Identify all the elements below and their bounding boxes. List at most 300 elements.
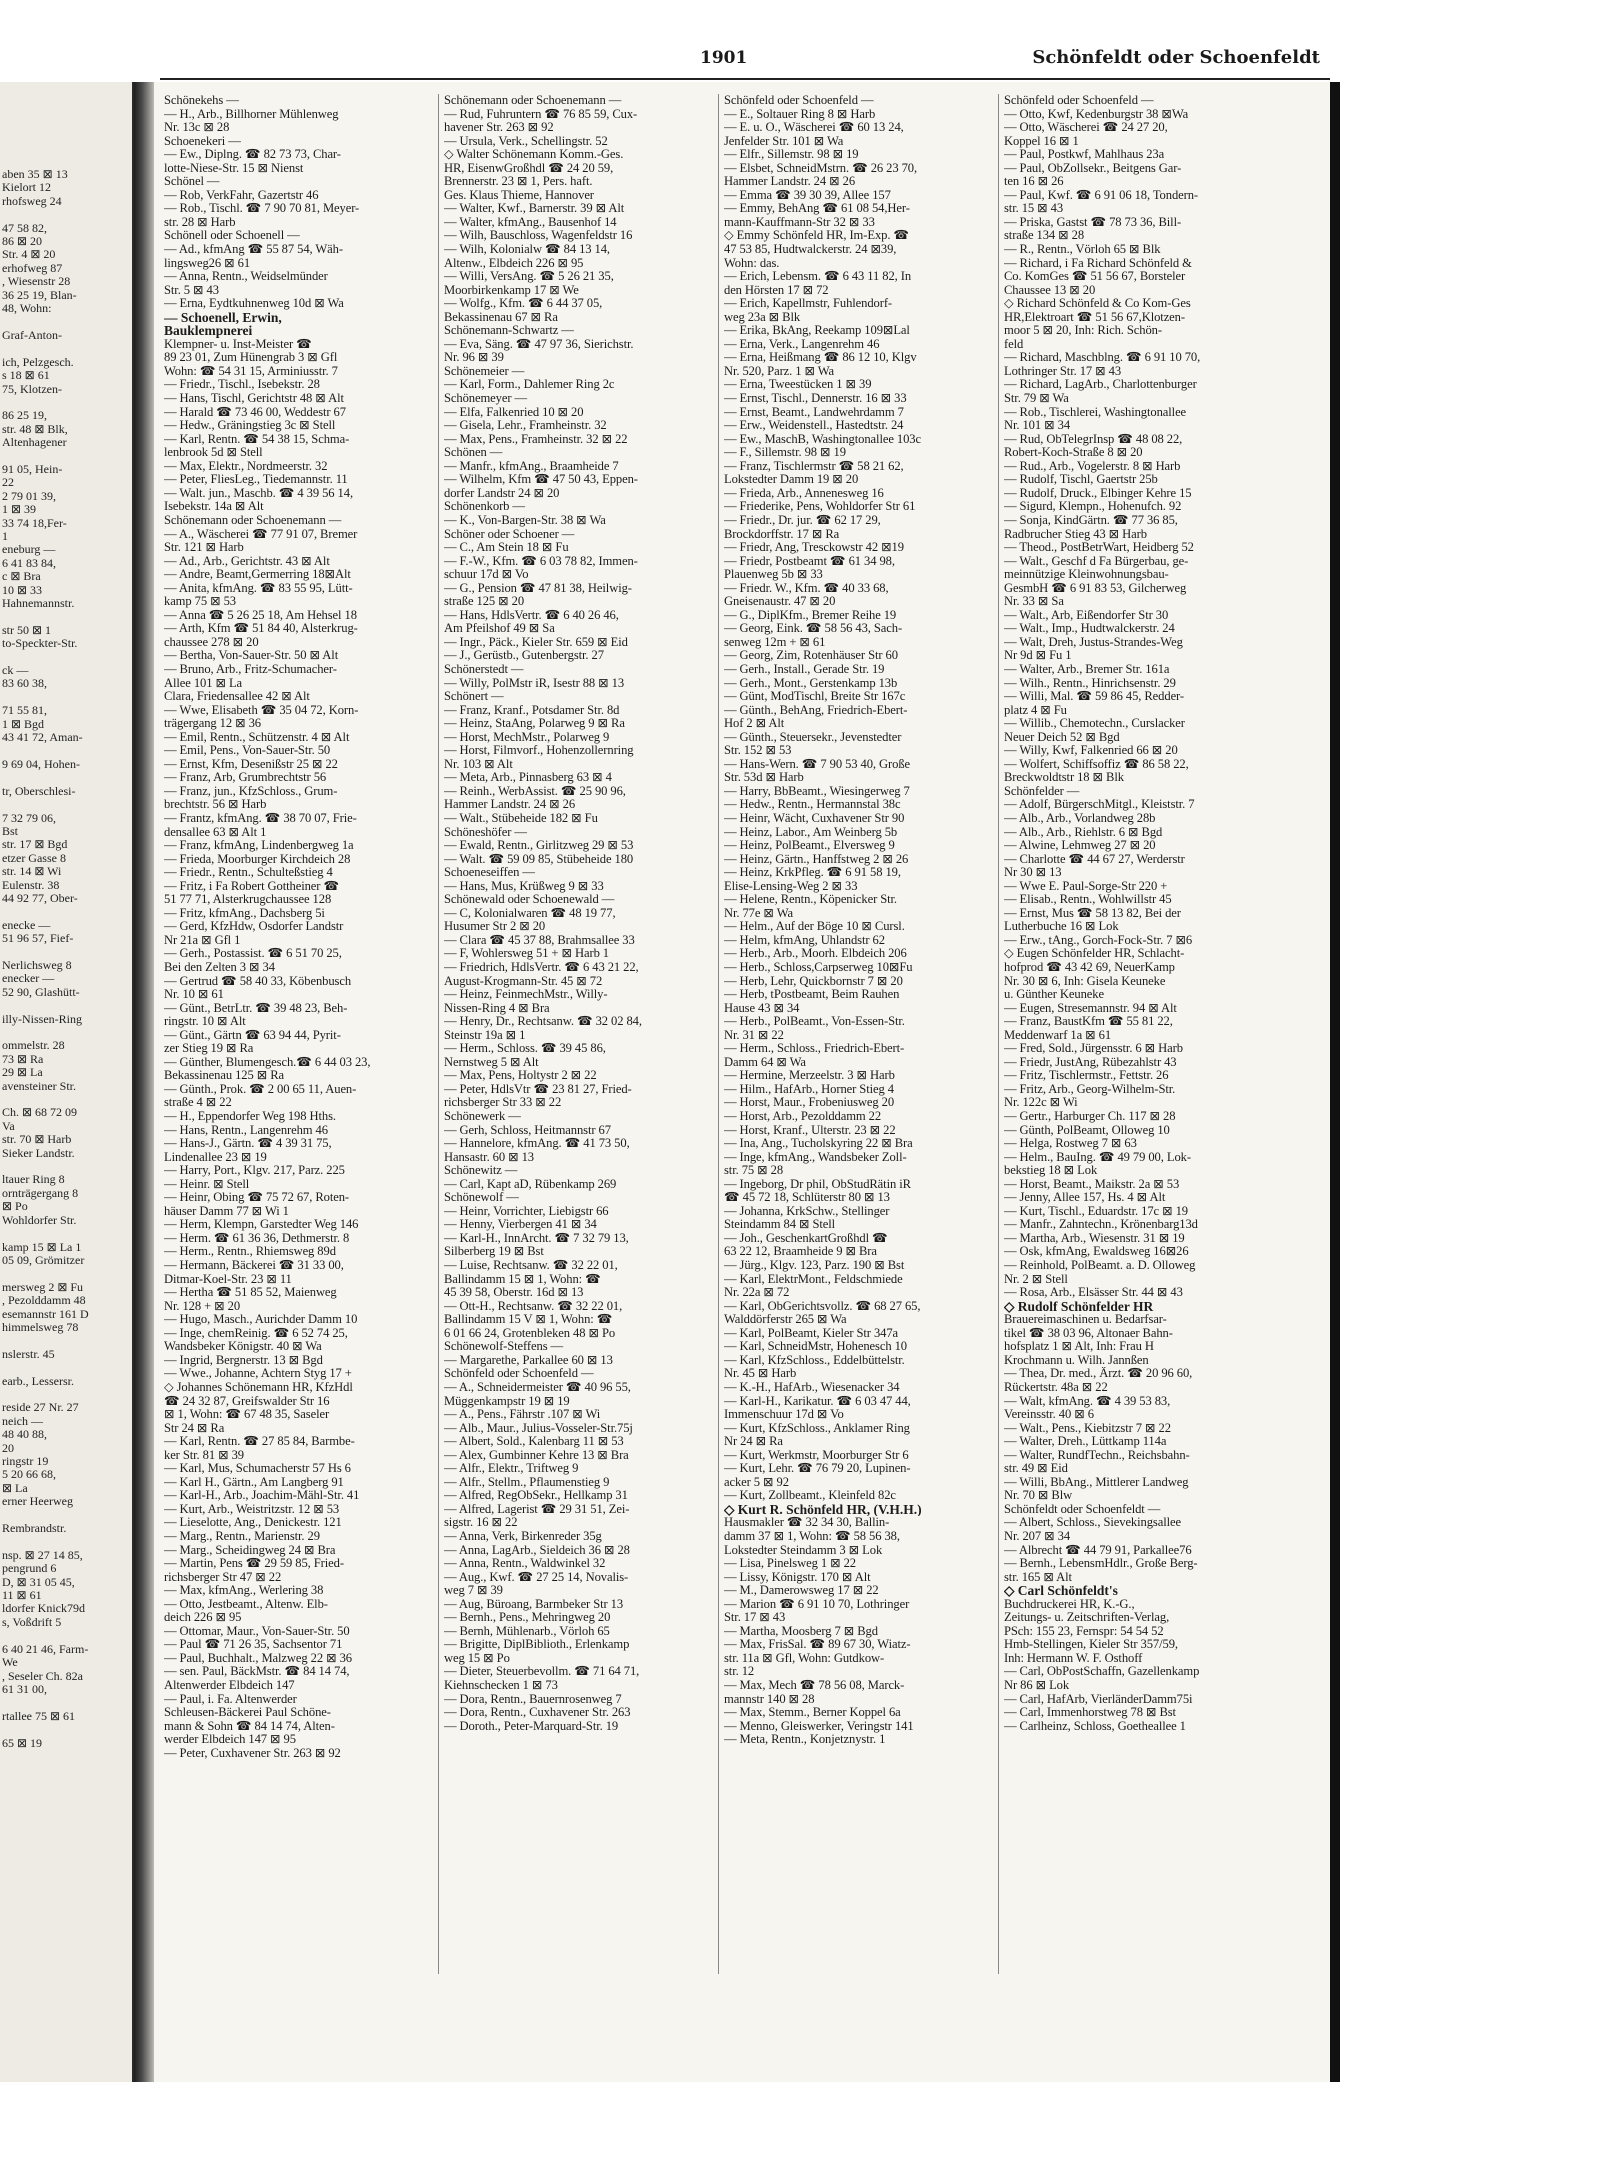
edge-fragment [0, 999, 89, 1012]
directory-entry-line: — E., Soltauer Ring 8 ⊠ Harb [724, 107, 876, 121]
directory-entry-line: — Wwe, Elisabeth ☎ 35 04 72, Korn- [164, 703, 359, 717]
directory-entry-line: — Wilh, Kolonialw ☎ 84 13 14, [444, 243, 610, 257]
directory-entry-line: — Anna, Verk, Birkenreder 35g [444, 1529, 602, 1543]
directory-entry-heading: Bauklempnerei [164, 324, 253, 338]
edge-fragment: reside 27 Nr. 27 [2, 1400, 79, 1415]
directory-entry-line: Robert-Koch-Straße 8 ⊠ 20 [1004, 446, 1143, 460]
directory-entry-line: — Walt. jun., Maschb. ☎ 4 39 56 14, [164, 486, 353, 500]
directory-entry-line: — Herm., Rentn., Rhiemsweg 89d [164, 1245, 336, 1259]
directory-entry-line: — Ingeborg, Dr phil, ObStudRätin iR [724, 1177, 911, 1191]
directory-entry-line: — Max, Pens., Framheinstr. 32 ⊠ 22 [444, 432, 628, 446]
directory-entry-heading: ◇ Rudolf Schönfelder HR [1004, 1299, 1154, 1314]
edge-fragment: We [2, 1655, 18, 1670]
directory-entry-line: — F., Sillemstr. 98 ⊠ 19 [724, 446, 846, 460]
directory-entry-line: — Hannelore, kfmAng. ☎ 41 73 50, [444, 1137, 630, 1151]
directory-entry-line: — Willy, Kwf, Falkenried 66 ⊠ 20 [1004, 744, 1178, 758]
directory-entry-line: — A., Schneidermeister ☎ 40 96 55, [444, 1380, 631, 1394]
directory-entry-line: — Sonja, KindGärtn. ☎ 77 36 85, [1004, 513, 1178, 527]
directory-entry-line: — Herm., Schloss. ☎ 39 45 86, [444, 1042, 606, 1056]
directory-entry-line: Nissen-Ring 4 ⊠ Bra [444, 1001, 550, 1015]
directory-entry-line: — Lieselotte, Ang., Denickestr. 121 [164, 1516, 342, 1530]
directory-entry-line: — Carl, Immenhorstweg 78 ⊠ Bst [1004, 1706, 1176, 1720]
directory-entry-line: — Walt, Dreh, Justus-Strandes-Weg [1004, 635, 1183, 649]
directory-entry-line: Wandsbeker Königstr. 40 ⊠ Wa [164, 1340, 322, 1354]
directory-entry-line: — Ew., Diplng. ☎ 82 73 73, Char- [164, 148, 341, 162]
directory-entry-line: — Walt., Imp., Hudtwalckerstr. 24 [1004, 622, 1175, 636]
edge-fragment: 43 41 72, Aman- [2, 730, 83, 745]
directory-entry-line: — J., Gerüstb., Gutenbergstr. 27 [444, 649, 604, 663]
edge-fragment: , Wiesenstr 28 [2, 274, 71, 289]
directory-entry-line: — Friedr., Rentn., Schulteßstieg 4 [164, 866, 333, 880]
edge-fragment: 47 58 82, [2, 220, 47, 235]
directory-entry-line: brechtstr. 56 ⊠ Harb [164, 798, 267, 812]
directory-entry-line: Schönewerk — [444, 1110, 521, 1124]
directory-entry-line: platz 4 ⊠ Fu [1004, 703, 1067, 717]
edge-fragment [0, 342, 89, 355]
directory-entry-line: str. 28 ⊠ Harb [164, 215, 236, 229]
directory-entry-line: — Gisela, Lehr., Framheinstr. 32 [444, 419, 607, 433]
directory-entry-line: — H., Eppendorfer Weg 198 Hths. [164, 1110, 336, 1124]
directory-entry-line: 63 22 12, Braamheide 9 ⊠ Bra [724, 1245, 877, 1259]
directory-entry-line: Rückertstr. 48a ⊠ 22 [1004, 1380, 1108, 1394]
directory-entry-line: — Kurt, Zollbeamt., Kleinfeld 82c [724, 1489, 896, 1503]
directory-entry-line: — Elsbet, SchneidMstrn. ☎ 26 23 70, [724, 161, 918, 175]
page-header [160, 44, 1330, 74]
directory-entry-line: mannstr 140 ⊠ 28 [724, 1692, 815, 1706]
directory-column-4 [1004, 94, 1270, 1974]
edge-fragment: Kielort 12 [2, 180, 51, 195]
directory-entry-line: Buchdruckerei HR, K.-G., [1004, 1597, 1135, 1611]
edge-fragment: Str. 4 ⊠ 20 [2, 247, 56, 262]
directory-entry-line: mann & Sohn ☎ 84 14 74, Alten- [164, 1719, 335, 1733]
directory-entry-line: — Friedr, JustAng, Rübezahlstr 43 [1004, 1055, 1177, 1069]
directory-entry-line: Str. 152 ⊠ 53 [724, 744, 792, 758]
directory-entry-line: — Carl, ObPostSchaffn, Gazellenkamp [1004, 1665, 1200, 1679]
directory-entry-line: häuser Damm 77 ⊠ Wi 1 [164, 1204, 289, 1218]
directory-entry-line: — Kurt, Lehr. ☎ 76 79 20, Lupinen- [724, 1462, 911, 1476]
directory-entry-line: — Rud., Arb., Vogelerstr. 8 ⊠ Harb [1004, 459, 1181, 473]
edge-fragment: enecke — [2, 917, 51, 932]
edge-fragment: 1 ⊠ Bgd [2, 716, 45, 731]
directory-entry-line: — Martha, Arb., Wiesenstr. 31 ⊠ 19 [1004, 1231, 1185, 1245]
directory-entry-line: — Karl, Form., Dahlemer Ring 2c [444, 378, 615, 392]
directory-entry-line: Bei den Zelten 3 ⊠ 34 [164, 961, 275, 974]
edge-fragment: Hahnemannstr. [2, 596, 75, 610]
edge-fragment: , Seseler Ch. 82a [2, 1668, 83, 1683]
directory-entry-line: — Inge, kfmAng., Wandsbeker Zoll- [724, 1150, 907, 1164]
directory-entry-line: — Herm, Klempn, Garstedter Weg 146 [164, 1218, 359, 1232]
directory-entry-line: Steinstr 19a ⊠ 1 [444, 1028, 526, 1042]
directory-entry-line: — Elisab., Rentn., Wohlwillstr 45 [1004, 893, 1172, 907]
directory-entry-line: GesmbH ☎ 6 91 83 53, Gilcherweg [1004, 581, 1187, 595]
edge-fragment: 29 ⊠ La [2, 1065, 43, 1080]
directory-entry-line: — Elfa, Falkenried 10 ⊠ 20 [444, 405, 584, 419]
directory-entry-line: — Friedr., Dr. jur. ☎ 62 17 29, [724, 513, 881, 527]
edge-fragment: esemannstr 161 D [2, 1306, 89, 1321]
directory-entry-line: — Ernst, Mus ☎ 58 13 82, Bei der [1004, 906, 1181, 920]
directory-entry-line: Schönfeldt oder Schoenfeldt — [1004, 1502, 1161, 1516]
directory-entry-line: Schönemeier — [444, 364, 525, 378]
directory-entry-line: Nr. 10 ⊠ 61 [164, 988, 224, 1002]
edge-fragment: 61 31 00, [2, 1681, 47, 1696]
directory-entry-line: — Eva, Säng. ☎ 47 97 36, Sierichstr. [444, 337, 634, 351]
directory-entry-line: — Inge, chemReinig. ☎ 6 52 74 25, [164, 1326, 348, 1340]
directory-entry-line: — Franz, BaustKfm ☎ 55 81 22, [1004, 1015, 1173, 1029]
directory-entry-line: Str. 121 ⊠ Harb [164, 541, 244, 555]
directory-entry-line: Schönemeyer — [444, 392, 527, 406]
directory-entry-line: — Emmy, BehAng ☎ 61 08 54,Her- [724, 202, 910, 216]
directory-entry-line: — Gertrud ☎ 58 40 33, Köbenbusch [164, 974, 352, 988]
directory-entry-line: — Rudolf, Druck., Elbinger Kehre 15 [1004, 486, 1192, 500]
directory-entry-line: Jenfelder Str. 101 ⊠ Wa [724, 134, 844, 148]
edge-fragment: ringstr 19 [2, 1454, 49, 1468]
edge-fragment [0, 1026, 89, 1039]
directory-entry-line: Schönerstedt — [444, 662, 524, 676]
directory-entry-line: Hause 43 ⊠ 34 [724, 1001, 800, 1015]
directory-entry-line: — Wwe., Johanne, Achtern Styg 17 + [164, 1367, 352, 1381]
directory-entry-line: Steindamm 84 ⊠ Stell [724, 1218, 836, 1232]
directory-entry-line: — Georg, Eink. ☎ 58 56 43, Sach- [724, 622, 903, 636]
directory-entry-line: ◇ Johannes Schönemann HR, KfzHdl [164, 1380, 353, 1394]
directory-entry-line: — Harry, Port., Klgv. 217, Parz. 225 [164, 1164, 345, 1178]
directory-entry-line: straße 134 ⊠ 28 [1004, 229, 1085, 243]
edge-fragment: etzer Gasse 8 [2, 850, 66, 865]
directory-entry-line: — Ernst, Beamt., Landwehrdamm 7 [724, 405, 904, 419]
directory-entry-line: Allee 101 ⊠ La [164, 676, 243, 690]
directory-entry-line: — Ernst, Kfm, Desenißstr 25 ⊠ 22 [164, 757, 338, 771]
directory-entry-line: — Walter, Dreh., Lüttkamp 114a [1004, 1435, 1167, 1449]
directory-entry-line: — Peter, FliesLeg., Tiedemannstr. 11 [164, 473, 348, 487]
directory-entry-line: Str. 5 ⊠ 43 [164, 283, 219, 297]
directory-entry-line: HR,Elektroart ☎ 51 56 67,Klotzen- [1004, 310, 1185, 324]
directory-entry-line: — Günth., Steuersekr., Jevenstedter [724, 730, 902, 744]
directory-entry-line: Radbrucher Stieg 43 ⊠ Harb [1004, 527, 1147, 541]
directory-entry-line: — Hilm., HafArb., Horner Stieg 4 [724, 1082, 894, 1096]
directory-entry-line: — Wilhelm, Kfm ☎ 47 50 43, Eppen- [444, 473, 638, 487]
directory-entry-line: Nr. 2 ⊠ Stell [1004, 1272, 1068, 1286]
directory-entry-line: Nr. 13c ⊠ 28 [164, 121, 230, 135]
directory-entry-line: — Fritz, i Fa Robert Gottheiner ☎ [164, 879, 340, 893]
directory-entry-line: Immenschuur 17d ⊠ Vo [724, 1408, 844, 1422]
directory-entry-line: — Dieter, Steuerbevollm. ☎ 71 64 71, [444, 1665, 640, 1679]
directory-entry-line: — C, Kolonialwaren ☎ 48 19 77, [444, 906, 616, 920]
directory-entry-line: — Bruno, Arb., Fritz-Schumacher- [164, 662, 337, 676]
directory-entry-line: — Karl, ObGerichtsvollz. ☎ 68 27 65, [724, 1299, 921, 1313]
directory-entry-line: — Carl, HafArb, VierländerDamm75i [1004, 1692, 1193, 1706]
directory-entry-line: Chaussee 13 ⊠ 20 [1004, 283, 1096, 297]
directory-entry-line: — Walter, RundfTechn., Reichsbahn- [1004, 1448, 1190, 1462]
previous-page-fragments [0, 168, 89, 1750]
directory-entry-line: Schönell oder Schoenell — [164, 229, 300, 243]
directory-entry-line: Brauereimaschinen u. Bedarfsar- [1004, 1313, 1167, 1327]
directory-entry-line: Ditmar-Koel-Str. 23 ⊠ 11 [164, 1272, 292, 1286]
directory-entry-line: str. 49 ⊠ Eid [1004, 1462, 1068, 1476]
edge-fragment: pengrund 6 [2, 1561, 57, 1576]
directory-entry-line: — Helene, Rentn., Köpenicker Str. [724, 893, 897, 907]
directory-entry-line: — Heinz, Labor., Am Weinberg 5b [724, 825, 898, 839]
directory-entry-line: Str. 17 ⊠ 43 [724, 1611, 786, 1625]
directory-entry-line: — Henry, Dr., Rechtsanw. ☎ 32 02 84, [444, 1015, 642, 1029]
directory-entry-line: — Karl H., Gärtn., Am Langberg 91 [164, 1475, 344, 1489]
directory-entry-line: — Hans, HdlsVertr. ☎ 6 40 26 46, [444, 608, 619, 622]
directory-entry-line: — Kurt, Werkmstr, Moorburger Str 6 [724, 1448, 909, 1462]
directory-entry-line: lotte-Niese-Str. 15 ⊠ Nienst [164, 161, 304, 175]
directory-entry-line: Nr. 31 ⊠ 22 [724, 1028, 784, 1042]
edge-fragment: kamp 15 ⊠ La 1 [2, 1239, 82, 1254]
directory-entry-line: — F, Wohlersweg 51 + ⊠ Harb 1 [444, 947, 610, 961]
edge-fragment: Altenhagener [2, 435, 67, 450]
edge-fragment: ich, Pelzgesch. [2, 354, 74, 369]
directory-entry-line: Am Pfeilshof 49 ⊠ Sa [444, 622, 555, 636]
directory-entry-line: — Horst, Kranf., Ulterstr. 23 ⊠ 22 [724, 1123, 896, 1137]
directory-entry-line: Schönemann oder Schoenemann — [444, 94, 622, 107]
edge-fragment: 51 96 57, Fief- [2, 931, 74, 946]
directory-entry-line: Koppel 16 ⊠ 1 [1004, 134, 1079, 148]
directory-entry-line: — Margarethe, Parkallee 60 ⊠ 13 [444, 1353, 613, 1367]
directory-entry-line: — Walt., Pens., Kiebitzstr 7 ⊠ 22 [1004, 1421, 1171, 1435]
edge-fragment: ⊠ Po [2, 1199, 28, 1214]
edge-fragment: 83 60 38, [2, 676, 47, 691]
directory-entry-line: — Helga, Rostweg 7 ⊠ 63 [1004, 1137, 1137, 1151]
directory-entry-line: Hmb-Stellingen, Kieler Str 357/59, [1004, 1638, 1178, 1652]
directory-entry-line: — Walter, Kwf., Barnerstr. 39 ⊠ Alt [444, 202, 625, 216]
scan-border [1330, 82, 1340, 2082]
directory-entry-line: Silberberg 19 ⊠ Bst [444, 1245, 544, 1259]
directory-entry-line: — Hans, Mus, Krüßweg 9 ⊠ 33 [444, 879, 604, 893]
directory-entry-line: Damm 64 ⊠ Wa [724, 1055, 806, 1069]
directory-entry-line: Schönewolf — [444, 1191, 519, 1205]
edge-fragment [0, 771, 89, 784]
edge-fragment: 10 ⊠ 33 [2, 582, 43, 597]
edge-fragment: str. 17 ⊠ Bgd [2, 837, 68, 852]
directory-entry-line: — Friedr, Postbeamt ☎ 61 34 98, [724, 554, 895, 568]
directory-entry-line: — Priska, Gastst ☎ 78 73 36, Bill- [1004, 215, 1182, 229]
edge-fragment: aben 35 ⊠ 13 [2, 167, 68, 181]
directory-entry-line: — Max, Mech ☎ 78 56 08, Marck- [724, 1678, 905, 1692]
directory-entry-line: 51 77 71, Alsterkrugchaussee 128 [164, 893, 332, 907]
directory-entry-line: — Fritz, kfmAng., Dachsberg 5i [164, 906, 325, 920]
directory-entry-line: acker 5 ⊠ 92 [724, 1475, 789, 1489]
directory-entry-line: — Hedw., Gräningstieg 3c ⊠ Stell [164, 419, 336, 433]
edge-fragment: c ⊠ Bra [2, 569, 41, 584]
directory-entry-line: — Paul, i. Fa. Altenwerder [164, 1692, 297, 1706]
directory-entry-line: — Albrecht ☎ 44 79 91, Parkallee76 [1004, 1543, 1192, 1557]
directory-entry-line: — Johanna, KrkSchw., Stellinger [724, 1204, 890, 1218]
edge-fragment: ck — [2, 663, 29, 678]
directory-entry-line: lingsweg26 ⊠ 61 [164, 256, 251, 270]
directory-entry-line: — Friedr. W., Kfm. ☎ 40 33 68, [724, 581, 889, 595]
directory-entry-line: — Wilh, Bauschloss, Wagenfeldstr 16 [444, 229, 633, 243]
edge-fragment [0, 905, 89, 918]
directory-entry-line: Lokstedter Damm 19 ⊠ 20 [724, 473, 859, 487]
edge-fragment: to-Speckter-Str. [2, 636, 78, 651]
directory-entry-line: Clara, Friedensallee 42 ⊠ Alt [164, 690, 310, 704]
directory-entry-line: — Erw., Weidenstell., Hastedtstr. 24 [724, 419, 904, 433]
edge-fragment: 86 25 19, [2, 408, 47, 423]
directory-entry-line: str. 12 [724, 1665, 755, 1679]
directory-entry-line: Nr. 520, Parz. 1 ⊠ Wa [724, 364, 835, 378]
directory-entry-line: — Bernh., LebensmHdlr., Große Berg- [1004, 1557, 1198, 1571]
directory-entry-line: — Herb., Arb., Moorh. Elbdeich 206 [724, 947, 907, 961]
edge-fragment: 48, Wohn: [2, 301, 52, 316]
directory-entry-line: Nr. 128 + ⊠ 20 [164, 1299, 241, 1313]
directory-entry-line: — Herb., PolBeamt., Von-Essen-Str. [724, 1015, 905, 1029]
directory-entry-line: — Hans-Wern. ☎ 7 90 53 40, Große [724, 757, 911, 771]
directory-entry-line: — Jenny, Allee 157, Hs. 4 ⊠ Alt [1004, 1191, 1166, 1205]
directory-entry-line: — Menno, Gleiswerker, Veringstr 141 [724, 1719, 914, 1733]
directory-entry-line: — Lisa, Pinelsweg 1 ⊠ 22 [724, 1557, 856, 1571]
directory-entry-line: Nr. 70 ⊠ Blw [1004, 1489, 1073, 1503]
directory-entry-line: Nr. 22a ⊠ 72 [724, 1286, 790, 1300]
directory-entry-line: schuur 17d ⊠ Vo [444, 568, 529, 582]
edge-fragment [0, 651, 89, 664]
directory-entry-line: — Carl, Kapt aD, Rübenkamp 269 [444, 1177, 617, 1191]
directory-entry-line: — Wilh., Rentn., Hinrichsenstr. 29 [1004, 676, 1176, 690]
directory-entry-line: Nr. 207 ⊠ 34 [1004, 1529, 1071, 1543]
directory-entry-line: Lothringer Str. 17 ⊠ 43 [1004, 364, 1122, 378]
edge-fragment [0, 315, 89, 328]
edge-fragment: 1 [2, 528, 8, 543]
directory-entry-line: — Aug., Kwf. ☎ 27 25 14, Novalis- [444, 1570, 629, 1584]
directory-entry-line: — Walt, kfmAng. ☎ 4 39 53 83, [1004, 1394, 1171, 1408]
directory-entry-line: — Wwe E. Paul-Sorge-Str 220 + [1004, 879, 1168, 893]
directory-entry-line: — Eugen, Stresemannstr. 94 ⊠ Alt [1004, 1001, 1177, 1015]
directory-entry-line: — Walt. ☎ 59 09 85, Stübeheide 180 [444, 852, 634, 866]
directory-entry-line: — Helm., BauIng. ☎ 49 79 00, Lok- [1004, 1150, 1191, 1164]
directory-entry-line: — Rob., Tischlerei, Washingtonallee [1004, 405, 1187, 419]
directory-entry-line: — K.-H., HafArb., Wiesenacker 34 [724, 1380, 900, 1394]
directory-entry-line: — Paul, ObZollsekr., Beitgens Gar- [1004, 161, 1182, 175]
edge-fragment: str. 14 ⊠ Wi [2, 864, 62, 879]
directory-entry-line: Schönewitz — [444, 1164, 518, 1178]
directory-entry-line: Kiehnschecken 1 ⊠ 73 [444, 1678, 558, 1692]
directory-entry-line: — Harald ☎ 73 46 00, Weddestr 67 [164, 405, 346, 419]
directory-entry-line: — Manfr., kfmAng., Braamheide 7 [444, 459, 619, 473]
directory-entry-line: — Reinh., WerbAssist. ☎ 25 90 96, [444, 784, 626, 798]
edge-fragment: Nerlichsweg 8 [2, 957, 72, 972]
edge-fragment: Graf-Anton- [2, 327, 62, 342]
edge-fragment: D, ⊠ 31 05 45, [2, 1574, 75, 1589]
directory-entry-line: — Max, Pens, Holtystr 2 ⊠ 22 [444, 1069, 597, 1083]
directory-entry-line: Nr. 122c ⊠ Wi [1004, 1096, 1078, 1110]
directory-entry-line: — Albert, Schloss., Sievekingsallee [1004, 1516, 1181, 1530]
directory-entry-line: — Paul ☎ 71 26 35, Sachsentor 71 [164, 1638, 343, 1652]
directory-entry-line: — Brigitte, DiplBiblioth., Erlenkamp [444, 1638, 630, 1652]
directory-entry-line: — Clara ☎ 45 37 88, Brahmsallee 33 [444, 933, 635, 947]
directory-entry-line: — Frieda, Arb., Annenesweg 16 [724, 486, 884, 500]
directory-entry-line: den Hörsten 17 ⊠ 72 [724, 283, 829, 297]
directory-entry-line: Hammer Landstr. 24 ⊠ 26 [724, 175, 856, 189]
directory-entry-line: — Ottomar, Maur., Von-Sauer-Str. 50 [164, 1624, 350, 1638]
edge-fragment [0, 798, 89, 811]
directory-entry-line: — Anna, Rentn., Waldwinkel 32 [444, 1557, 606, 1571]
directory-entry-line: — Ewald, Rentn., Girlitzweg 29 ⊠ 53 [444, 839, 634, 853]
directory-entry-line: — Anna ☎ 5 26 25 18, Am Hehsel 18 [164, 608, 357, 622]
directory-entry-line: — Meta, Arb., Pinnasberg 63 ⊠ 4 [444, 771, 612, 785]
directory-entry-line: Schönfeld oder Schoenfeld — [724, 94, 874, 107]
directory-entry-line: — Rob, VerkFahr, Gazertstr 46 [164, 188, 319, 202]
directory-entry-line: — Willi, Mal. ☎ 59 86 45, Redder- [1004, 690, 1184, 704]
directory-entry-line: Schoenekeri — [164, 134, 241, 148]
directory-entry-line: Nr. 101 ⊠ 34 [1004, 419, 1071, 433]
directory-entry-line: — Georg, Zim, Rotenhäuser Str 60 [724, 649, 898, 663]
directory-entry-line: str. 165 ⊠ Alt [1004, 1570, 1072, 1584]
directory-entry-heading: — Schoenell, Erwin, [164, 310, 282, 325]
directory-entry-line: — Paul, Buchhalt., Malzweg 22 ⊠ 36 [164, 1651, 352, 1665]
edge-fragment [0, 450, 89, 463]
edge-fragment: Bst [2, 823, 19, 838]
directory-entry-line: — Alex, Gumbinner Kehre 13 ⊠ Bra [444, 1448, 629, 1462]
directory-entry-line: — Peter, HdlsVtr ☎ 23 81 27, Fried- [444, 1082, 632, 1096]
directory-entry-line: Schönenkorb — [444, 500, 525, 514]
directory-entry-line: August-Krogmann-Str. 45 ⊠ 72 [444, 974, 603, 988]
directory-entry-line: — Alfred, RegObSekr., Hellkamp 31 [444, 1489, 628, 1503]
directory-entry-line: — sen. Paul, BäckMstr. ☎ 84 14 74, [164, 1665, 350, 1679]
edge-fragment: 9 69 04, Hohen- [2, 756, 80, 771]
directory-entry-line: — Wolfert, Schiffsoffiz ☎ 86 58 22, [1004, 757, 1189, 771]
directory-entry-line: — Martin, Pens ☎ 29 59 85, Fried- [164, 1557, 344, 1571]
edge-fragment: 75, Klotzen- [2, 381, 62, 396]
directory-entry-line: — Max, Elektr., Nordmeerstr. 32 [164, 459, 328, 473]
directory-entry-line: — Frantz, kfmAng. ☎ 38 70 07, Frie- [164, 811, 357, 825]
edge-fragment [0, 691, 89, 704]
edge-fragment: rhofsweg 24 [2, 193, 62, 208]
directory-entry-line: — Emil, Rentn., Schützenstr. 4 ⊠ Alt [164, 730, 350, 744]
edge-fragment: illy-Nissen-Ring [2, 1011, 82, 1026]
directory-entry-line: — K., Von-Bargen-Str. 38 ⊠ Wa [444, 513, 606, 527]
directory-column-3 [724, 94, 990, 1974]
directory-entry-line: — Günther, Blumengesch.☎ 6 44 03 23, [164, 1055, 371, 1069]
edge-fragment: ornträgergang 8 [2, 1185, 79, 1200]
directory-entry-line: Nr 21a ⊠ Gfl 1 [164, 933, 241, 947]
directory-entry-line: Str. 53d ⊠ Harb [724, 771, 804, 785]
directory-entry-line: str. 75 ⊠ 28 [724, 1164, 784, 1178]
edge-fragment [0, 744, 89, 757]
directory-entry-line: — Paul, Postkwf, Mahlhaus 23a [1004, 148, 1165, 162]
directory-entry-line: — Kurt, Tischl., Eduardstr. 17c ⊠ 19 [1004, 1204, 1188, 1218]
edge-fragment: s, Voßdrift 5 [2, 1614, 62, 1629]
directory-entry-line: — Gerd, KfzHdw, Osdorfer Landstr [164, 920, 344, 934]
directory-entry-line: Nr 24 ⊠ Ra [724, 1435, 783, 1449]
directory-entry-line: — Hertha ☎ 51 85 52, Maienweg [164, 1286, 337, 1300]
directory-entry-line: — Gerh., Mont., Gerstenkamp 13b [724, 676, 898, 690]
directory-entry-line: — Willy, PolMstr iR, Isestr 88 ⊠ 13 [444, 676, 625, 690]
edge-fragment [0, 1723, 89, 1736]
directory-entry-line: Klempner- u. Inst-Meister ☎ [164, 337, 312, 351]
directory-entry-line: — Ernst, Tischl., Dennerstr. 16 ⊠ 33 [724, 392, 907, 406]
edge-fragment [0, 1535, 89, 1548]
directory-entry-line: Nr 30 ⊠ 13 [1004, 866, 1062, 880]
directory-entry-line: Nr. 77e ⊠ Wa [724, 906, 793, 920]
directory-entry-line: Hof 2 ⊠ Alt [724, 717, 785, 731]
directory-entry-line: sigstr. 16 ⊠ 22 [444, 1516, 518, 1530]
directory-entry-line: — Henny, Vierbergen 41 ⊠ 34 [444, 1218, 597, 1232]
directory-entry-line: — Walt., Geschf d Fa Bürgerbau, ge- [1004, 554, 1189, 568]
edge-fragment: himmelsweg 78 [2, 1319, 79, 1334]
directory-entry-line: — Hermann, Bäckerei ☎ 31 33 00, [164, 1259, 344, 1273]
edge-fragment [0, 610, 89, 623]
directory-entry-line: — Otto, Jestbeamt., Altenw. Elb- [164, 1597, 328, 1611]
edge-fragment: 22 [2, 475, 14, 490]
header-rule [160, 78, 1330, 80]
directory-entry-line: — Anna, LagArb., Sieldeich 36 ⊠ 28 [444, 1543, 630, 1557]
directory-entry-line: — Rosa, Arb., Elsässer Str. 44 ⊠ 43 [1004, 1286, 1183, 1300]
directory-entry-line: Schönfeld oder Schoenfeld — [1004, 94, 1154, 107]
directory-entry-line: — Walt., Arb, Eißendorfer Str 30 [1004, 608, 1169, 622]
directory-entry-line: — Emil, Pens., Von-Sauer-Str. 50 [164, 744, 331, 758]
directory-entry-line: ☎ 45 72 18, Schlüterstr 80 ⊠ 13 [724, 1191, 890, 1205]
directory-entry-line: ten 16 ⊠ 26 [1004, 175, 1064, 189]
